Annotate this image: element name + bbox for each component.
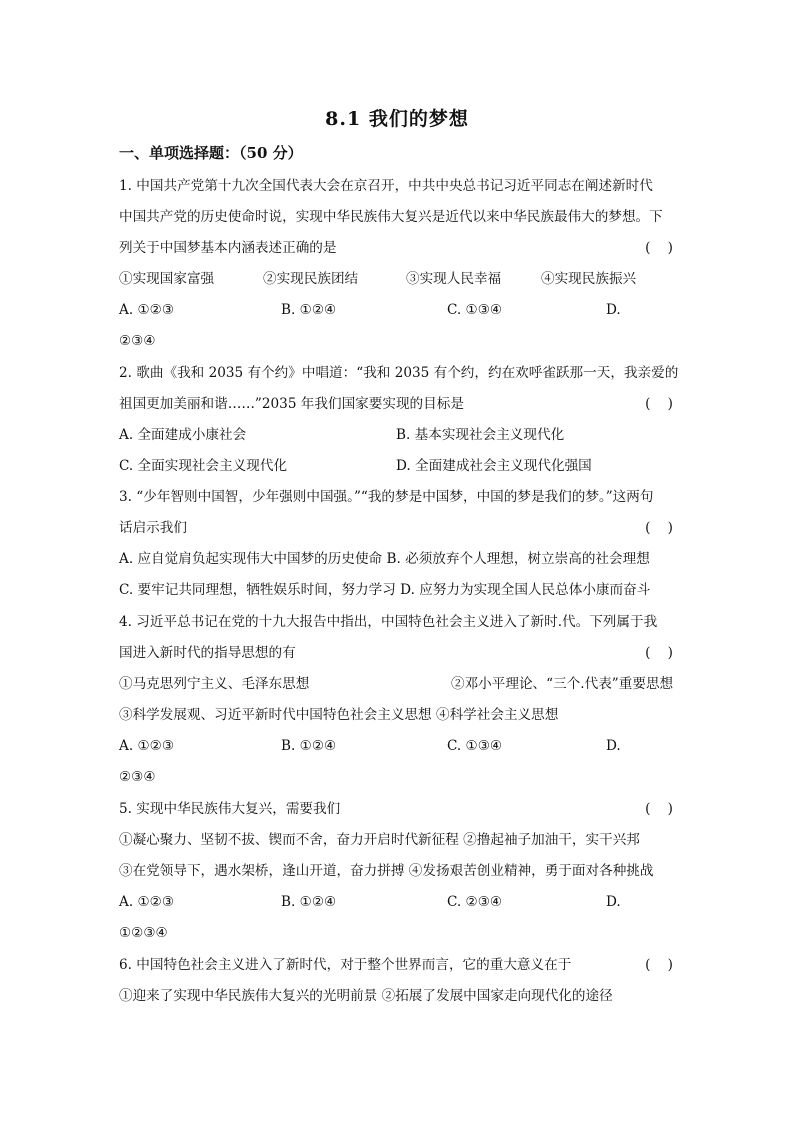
q5-option-a: A. ①②③ <box>119 894 175 910</box>
q6-items-1-2: ①迎来了实现中华民族伟大复兴的光明前景 ②拓展了发展中国家走向现代化的途径 <box>119 988 613 1004</box>
q1-option-d: D. <box>606 302 621 318</box>
q2-option-c: C. 全面实现社会主义现代化 <box>119 458 288 474</box>
q2-option-d: D. 全面建成社会主义现代化强国 <box>396 458 592 474</box>
q5-option-d-cont: ①②③④ <box>119 925 168 941</box>
q1-answer-blank: ( ) <box>645 240 673 256</box>
q5-option-c: C. ②③④ <box>447 894 503 910</box>
section-heading: 一、单项选择题：（50 分） <box>119 144 303 162</box>
q4-items-3-4: ③科学发展观、习近平新时代中国特色社会主义思想 ④科学社会主义思想 <box>119 707 559 723</box>
q4-stem-line-2: 国进入新时代的指导思想的有 <box>119 645 296 661</box>
q5-items-1-2: ①凝心聚力、坚韧不拔、锲而不舍，奋力开启时代新征程 ②撸起袖子加油干，实干兴邦 <box>119 832 640 848</box>
q5-items-3-4: ③在党领导下，遇水架桥，逢山开道，奋力拼搏 ④发扬艰苦创业精神，勇于面对各种挑战 <box>119 863 654 879</box>
q5-answer-blank: ( ) <box>645 801 673 817</box>
q4-option-d-cont: ②③④ <box>119 769 156 785</box>
q3-stem-line-2: 话启示我们 <box>119 520 187 536</box>
q4-item-2: ②邓小平理论、“三个.代表”重要思想 <box>451 676 674 692</box>
q1-option-b: B. ①②④ <box>281 302 337 318</box>
q4-item-1: ①马克思列宁主义、毛泽东思想 <box>119 676 310 692</box>
q2-option-b: B. 基本实现社会主义现代化 <box>396 427 565 443</box>
q2-answer-blank: ( ) <box>645 396 673 412</box>
q2-option-a: A. 全面建成小康社会 <box>119 427 247 443</box>
q4-stem-line-1: 4. 习近平总书记在党的十九大报告中指出，中国特色社会主义进入了新时.代。下列属于我 <box>119 614 658 630</box>
q3-options-line-1: A. 应自觉肩负起实现伟大中国梦的历史使命 B. 必须放弃个人理想，树立崇高的社会理想 <box>119 551 650 567</box>
q6-stem-line-1: 6. 中国特色社会主义进入了新时代，对于整个世界而言，它的重大意义在于 <box>119 957 572 973</box>
q2-stem-line-1: 2. 歌曲《我和 2035 有个约》中唱道：“我和 2035 有个约，约在欢呼雀跃那一天，我亲爱的 <box>119 365 679 381</box>
q1-option-c: C. ①③④ <box>447 302 503 318</box>
q5-option-d: D. <box>606 894 621 910</box>
q5-option-b: B. ①②④ <box>281 894 337 910</box>
q1-stem-line-2: 中国共产党的历史使命时说，实现中华民族伟大复兴是近代以来中华民族最伟大的梦想。下 <box>119 209 663 225</box>
q1-stem-line-1: 1. 中国共产党第十九次全国代表大会在京召开，中共中央总书记习近平同志在阐述新时代 <box>119 178 653 194</box>
q1-item-4: ④实现民族振兴 <box>541 271 637 287</box>
q4-option-a: A. ①②③ <box>119 738 175 754</box>
q1-item-3: ③实现人民幸福 <box>406 271 502 287</box>
q3-answer-blank: ( ) <box>645 520 673 536</box>
q4-option-b: B. ①②④ <box>281 738 337 754</box>
q4-answer-blank: ( ) <box>645 645 673 661</box>
page-title: 8.1 我们的梦想 <box>325 108 469 130</box>
q3-options-line-2: C. 要牢记共同理想，牺牲娱乐时间，努力学习 D. 应努力为实现全国人民总体小康而奋斗 <box>119 582 651 598</box>
q1-option-a: A. ①②③ <box>119 302 175 318</box>
q4-option-c: C. ①③④ <box>447 738 503 754</box>
q1-option-d-cont: ②③④ <box>119 333 156 349</box>
q5-stem-line-1: 5. 实现中华民族伟大复兴，需要我们 <box>119 801 341 817</box>
q1-item-2: ②实现民族团结 <box>263 271 359 287</box>
q6-answer-blank: ( ) <box>645 957 673 973</box>
q2-stem-line-2: 祖国更加美丽和谐……”2035 年我们国家要实现的目标是 <box>119 396 464 412</box>
q1-stem-line-3: 列关于中国梦基本内涵表述正确的是 <box>119 240 337 256</box>
q3-stem-line-1: 3. “少年智则中国智，少年强则中国强。”“我的梦是中国梦，中国的梦是我们的梦。”这两句 <box>119 489 654 505</box>
q4-option-d: D. <box>606 738 621 754</box>
q1-item-1: ①实现国家富强 <box>119 271 215 287</box>
